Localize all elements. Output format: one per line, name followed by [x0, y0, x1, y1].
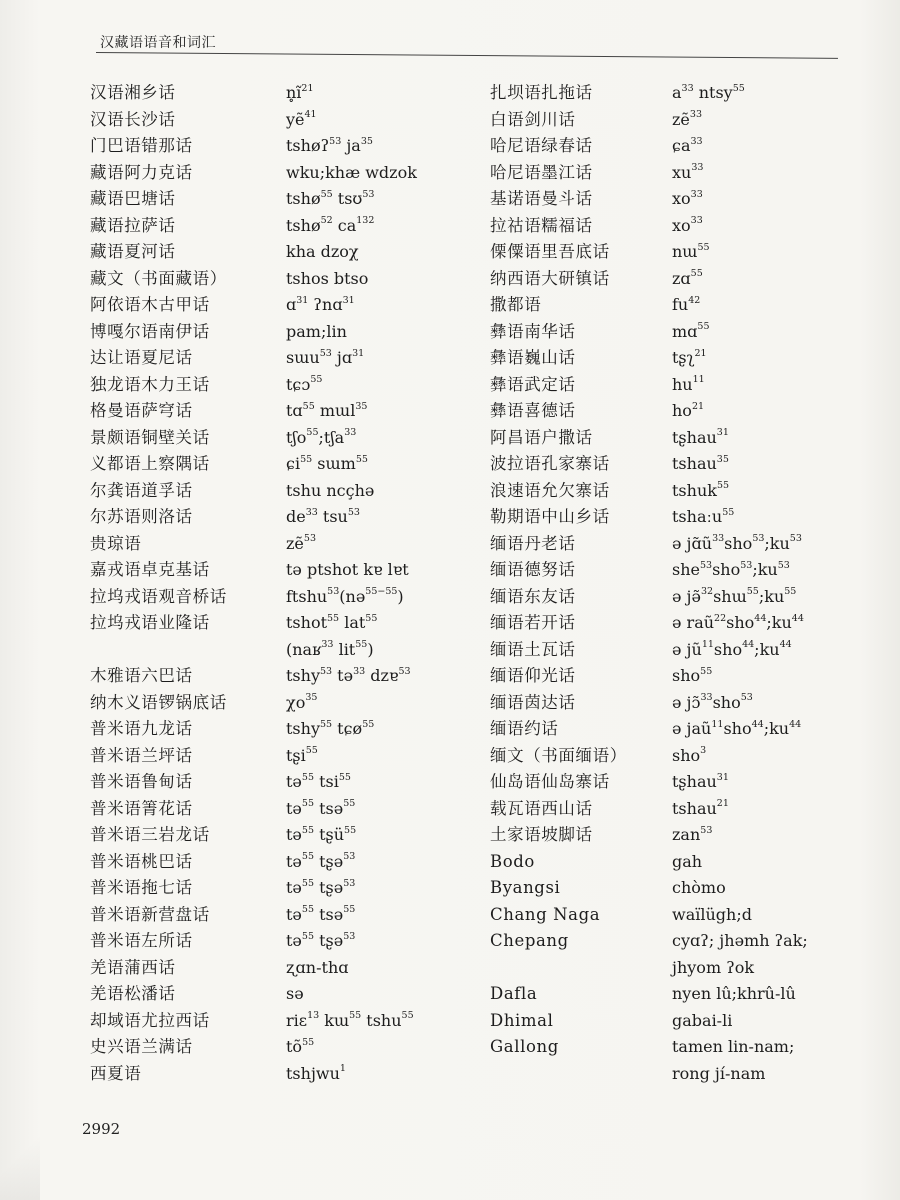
language-name: 拉祜语糯福话 — [490, 215, 593, 235]
word-form: tə$^{55}$ tsi$^{55}$ — [286, 771, 351, 791]
word-form: ftshu$^{53}$(nə$^{55-55}$) — [286, 586, 404, 606]
language-name: 汉语湘乡话 — [90, 83, 176, 102]
word-form: nɯ$^{55}$ — [672, 241, 710, 261]
word-form: ə jɔ̃$^{33}$sho$^{53}$ — [672, 692, 753, 712]
language-name: 普米语左所话 — [90, 931, 193, 950]
language-name: 浪速语允欠寨话 — [490, 480, 610, 500]
language-name: 藏文（书面藏语） — [90, 268, 227, 288]
entry-row — [90, 796, 470, 823]
word-form: tshy$^{53}$ tə$^{33}$ dzɐ$^{53}$ — [286, 665, 411, 685]
entry-row — [90, 663, 470, 690]
language-name: 普米语桃巴话 — [90, 851, 193, 871]
running-head: 汉藏语语音和词汇 — [100, 35, 216, 51]
word-form: $hu^{11}$ — [672, 374, 705, 394]
language-name: 缅语东友话 — [490, 586, 576, 606]
entry-row — [90, 319, 470, 346]
word-form: (naʁ$^{33}$ lit$^{55}$) — [286, 639, 374, 659]
entry-row — [490, 345, 870, 372]
language-name: 傈僳语里吾底话 — [490, 242, 610, 261]
language-name: 普米语箐花话 — [90, 798, 193, 818]
entry-row — [490, 557, 870, 584]
entry-row — [490, 80, 870, 107]
entry-row — [490, 769, 870, 796]
word-form: $de^{33}$ tsu$^{53}$ — [286, 506, 360, 526]
entry-row — [90, 160, 470, 187]
language-name: 仙岛语仙岛寨话 — [490, 772, 610, 791]
entry-row — [490, 531, 870, 558]
word-form: rong jí-nam — [672, 1063, 766, 1083]
word-form: tɑ$^{55}$ mɯl$^{35}$ — [286, 400, 368, 420]
language-name: Dafla — [490, 984, 538, 1003]
word-form: zẽ$^{33}$ — [672, 109, 702, 129]
entry-row — [490, 796, 870, 823]
word-form: ə $jə̃^{32}shɯ^{55};ku^{55}$ — [672, 586, 797, 606]
word-form: tʂi$^{55}$ — [286, 745, 318, 765]
language-name: Gallong — [490, 1037, 559, 1056]
language-name: 阿依语木古甲话 — [90, 295, 210, 314]
word-form: $xo^{33}$ — [672, 188, 703, 208]
language-name: 缅语茵达话 — [490, 692, 576, 712]
language-name: Byangsi — [490, 878, 561, 897]
word-form: tshot$^{55}$ lat$^{55}$ — [286, 612, 378, 632]
language-name: 普米语拖七话 — [90, 878, 193, 897]
entry-row — [490, 716, 870, 743]
language-name: 缅语约话 — [490, 719, 559, 738]
language-name: 格曼语萨穹话 — [90, 401, 193, 420]
language-name: 纳木义语锣锅底话 — [90, 692, 227, 712]
language-name: 藏语拉萨话 — [90, 215, 176, 235]
language-name: 彝语喜德话 — [490, 401, 576, 420]
word-form: sɯu$^{53}$ jɑ$^{31}$ — [286, 347, 365, 367]
entry-row — [90, 1008, 470, 1035]
word-form: ɕi$^{55}$ sɯm$^{55}$ — [286, 453, 368, 473]
word-form: $xu^{33}$ — [672, 162, 704, 182]
language-name: 阿昌语户撒话 — [490, 427, 593, 447]
entry-row — [490, 398, 870, 425]
entry-row — [90, 266, 470, 293]
word-form: yẽ$^{41}$ — [286, 109, 317, 129]
language-name: 普米语鲁甸话 — [90, 772, 193, 791]
language-name: 普米语新营盘话 — [90, 904, 210, 924]
word-form: $n̥ĩ^{21}$ — [286, 82, 314, 102]
word-form: sə — [286, 984, 304, 1003]
entry-row — [90, 1061, 470, 1088]
word-form: tshø$^{55}$ tsʊ$^{53}$ — [286, 188, 375, 208]
entry-row — [490, 637, 870, 664]
language-name: 基诺语曼斗话 — [490, 189, 593, 208]
entry-row — [490, 266, 870, 293]
word-form: $\chi o^{35}$ — [286, 692, 318, 712]
word-form: tə$^{55}$ tsə$^{55}$ — [286, 798, 356, 818]
entry-row — [90, 716, 470, 743]
word-form: tə ptshot kɐ lɐt — [286, 560, 409, 579]
word-form: pam;lin — [286, 321, 347, 341]
entry-row — [90, 239, 470, 266]
language-name: 扎坝语扎拖话 — [490, 83, 593, 102]
language-name: 普米语三岩龙话 — [90, 825, 210, 844]
word-form: mɑ$^{55}$ — [672, 321, 710, 341]
language-name: 博嘎尔语南伊话 — [90, 321, 210, 341]
language-name: 嘉戎语卓克基话 — [90, 560, 210, 579]
language-name: 藏语夏河话 — [90, 242, 176, 261]
entry-row — [90, 425, 470, 452]
word-form: tə$^{55}$ tʂə$^{53}$ — [286, 851, 356, 871]
entry-row — [490, 319, 870, 346]
entry-row — [490, 107, 870, 134]
language-name: Chepang — [490, 931, 569, 950]
entry-row — [90, 213, 470, 240]
word-form: tʂʅ$^{21}$ — [672, 347, 707, 367]
entry-row — [90, 478, 470, 505]
word-form: kha dzoχ — [286, 242, 359, 261]
word-form: $she^{53}sho^{53};ku^{53}$ — [672, 559, 790, 579]
entry-row — [90, 107, 470, 134]
entry-row — [90, 531, 470, 558]
entry-row — [490, 504, 870, 531]
word-form: tə$^{55}$ tʂə$^{53}$ — [286, 877, 356, 897]
entry-row — [90, 769, 470, 796]
entry-row — [90, 981, 470, 1008]
language-name: 贵琼语 — [90, 533, 142, 553]
language-name: 普米语兰坪话 — [90, 745, 193, 765]
language-name: 纳西语大研镇话 — [490, 268, 610, 288]
entry-row — [90, 398, 470, 425]
entry-row — [490, 849, 870, 876]
word-form: wku;khæ wdzok — [286, 162, 417, 182]
entry-row — [90, 955, 470, 982]
word-form: tshuk$^{55}$ — [672, 480, 730, 500]
word-form: gah — [672, 851, 703, 871]
language-name: 景颇语铜壁关话 — [90, 427, 210, 447]
entry-row — [490, 133, 870, 160]
language-name: 哈尼语绿春话 — [490, 136, 593, 155]
entry-row — [490, 1034, 870, 1061]
entry-row — [490, 875, 870, 902]
word-form: tə$^{55}$ tʂü$^{55}$ — [286, 824, 357, 844]
entry-row — [90, 690, 470, 717]
entry-row — [90, 80, 470, 107]
right-column — [490, 80, 870, 1087]
word-form: tshø$^{52}$ $ca^{132}$ — [286, 215, 375, 235]
entry-row — [490, 743, 870, 770]
word-form: ə $jũ^{11}sho^{44};ku^{44}$ — [672, 639, 792, 659]
word-form: tshy$^{55}$ tɕø$^{55}$ — [286, 718, 375, 738]
word-form: tʂhau$^{31}$ — [672, 771, 729, 791]
entry-row — [490, 478, 870, 505]
language-name: Chang Naga — [490, 904, 601, 924]
word-form: riɛ$^{13}$ kɯ$^{55}$ tshu$^{55}$ — [286, 1010, 414, 1030]
language-name: 缅文（书面缅语） — [490, 745, 627, 765]
word-form: tshu ncçhə — [286, 480, 375, 500]
language-name: 彝语武定话 — [490, 374, 576, 394]
word-form: tshjwu$^1$ — [286, 1063, 346, 1083]
entry-row — [490, 663, 870, 690]
entry-row — [490, 981, 870, 1008]
entry-row — [90, 637, 470, 664]
language-name: 撒都语 — [490, 295, 542, 314]
word-form: ə $jɑ̃ũ^{33}sho^{53};ku^{53}$ — [672, 533, 802, 553]
entry-row — [90, 610, 470, 637]
entry-row — [490, 822, 870, 849]
word-form: tshaːu$^{55}$ — [672, 506, 735, 526]
language-name: 波拉语孔家寨话 — [490, 454, 610, 473]
language-name: 白语剑川话 — [490, 109, 576, 129]
entry-row — [490, 186, 870, 213]
entry-row — [490, 213, 870, 240]
word-form: zɑ$^{55}$ — [672, 268, 703, 288]
word-form: nyen lû;khrû-lû — [672, 984, 796, 1003]
word-form: zan$^{53}$ — [672, 824, 713, 844]
word-form: tshos btso — [286, 268, 369, 288]
language-name: 独龙语木力王话 — [90, 374, 210, 394]
word-form: chòmo — [672, 878, 726, 897]
entry-row — [90, 902, 470, 929]
language-name: 藏语巴塘话 — [90, 189, 176, 208]
word-form: jhyom ʔok — [672, 957, 755, 977]
word-form: sho$^3$ — [672, 745, 707, 765]
entry-row — [490, 160, 870, 187]
entry-row — [90, 1034, 470, 1061]
language-name: 义都语上察隅话 — [90, 454, 210, 473]
entry-row — [490, 425, 870, 452]
word-form: $tõ^{55}$ — [286, 1036, 315, 1056]
word-form: $ho^{21}$ — [672, 400, 705, 420]
word-form: ɕa$^{33}$ — [672, 135, 703, 155]
language-name: 史兴语兰满话 — [90, 1037, 193, 1056]
entry-row — [90, 504, 470, 531]
entry-row — [490, 902, 870, 929]
language-name: 达让语夏尼话 — [90, 348, 193, 367]
entry-row — [490, 372, 870, 399]
word-form: tshøʔ$^{53}$ $ja^{35}$ — [286, 135, 373, 155]
language-name: 缅语仰光话 — [490, 666, 576, 685]
entry-row — [490, 690, 870, 717]
entry-row — [90, 345, 470, 372]
entry-row — [90, 743, 470, 770]
word-form: waïlügh;d — [672, 904, 752, 924]
entry-row — [90, 451, 470, 478]
language-name: 缅语若开话 — [490, 613, 576, 632]
language-name: 藏语阿力克话 — [90, 162, 193, 182]
word-form: ə $jaũ^{11}sho^{44};ku^{44}$ — [672, 718, 802, 738]
word-form: tshau$^{21}$ — [672, 798, 729, 818]
word-form: tə$^{55}$ tʂə$^{53}$ — [286, 930, 356, 950]
word-form: $xo^{33}$ — [672, 215, 703, 235]
entry-row — [90, 822, 470, 849]
word-form: gabai-li — [672, 1010, 733, 1030]
language-name: 缅语土瓦话 — [490, 639, 576, 659]
language-name: 拉坞戎语业隆话 — [90, 613, 210, 632]
language-name: 尔苏语则洛话 — [90, 507, 193, 526]
word-form: tɕɔ$^{55}$ — [286, 374, 323, 394]
language-name: 尔龚语道孚话 — [90, 480, 193, 500]
language-name: Bodo — [490, 851, 535, 871]
word-form: ə $raũ^{22}sho^{44};ku^{44}$ — [672, 612, 804, 632]
language-name: 普米语九龙话 — [90, 719, 193, 738]
entry-row — [490, 239, 870, 266]
language-name: 彝语南华话 — [490, 321, 576, 341]
entry-row — [90, 186, 470, 213]
entry-row — [490, 610, 870, 637]
language-name: 羌语松潘话 — [90, 984, 176, 1003]
word-form: tə$^{55}$ tsə$^{55}$ — [286, 904, 356, 924]
word-form: tʂhau$^{31}$ — [672, 427, 729, 447]
word-form: zẽ$^{53}$ — [286, 533, 316, 553]
language-name: 土家语坡脚话 — [490, 825, 593, 844]
word-form: ʐɑn-thɑ — [286, 957, 349, 977]
entry-row — [90, 133, 470, 160]
entry-row — [490, 584, 870, 611]
language-name: 羌语蒲西话 — [90, 957, 176, 977]
entry-row — [490, 928, 870, 955]
entry-row — [90, 875, 470, 902]
language-name: 西夏语 — [90, 1063, 142, 1083]
language-name: 拉坞戎语观音桥话 — [90, 586, 227, 606]
page-number: 2992 — [82, 1120, 121, 1138]
word-form: tshau$^{35}$ — [672, 453, 729, 473]
entry-row — [90, 557, 470, 584]
language-name: 勒期语中山乡话 — [490, 507, 610, 526]
language-name: 载瓦语西山话 — [490, 798, 593, 818]
header-rule — [96, 52, 838, 59]
language-name: 哈尼语墨江话 — [490, 162, 593, 182]
entry-row — [90, 292, 470, 319]
entry-row — [490, 955, 870, 982]
word-form: cyɑʔ; jhəmh ʔak; — [672, 931, 808, 950]
entry-row — [490, 1008, 870, 1035]
word-form: sho$^{55}$ — [672, 665, 713, 685]
entry-row — [490, 1061, 870, 1088]
word-form: tamen lin-nam; — [672, 1037, 795, 1056]
entry-row — [490, 451, 870, 478]
entry-row — [90, 584, 470, 611]
language-name: 却域语尤拉西话 — [90, 1010, 210, 1030]
word-form: tʃo$^{55}$;tʃa$^{33}$ — [286, 427, 357, 447]
word-form: $fu^{42}$ — [672, 294, 701, 314]
entry-row — [90, 928, 470, 955]
language-name: 彝语巍山话 — [490, 348, 576, 367]
word-form: $a^{33}$ ntsy$^{55}$ — [672, 82, 745, 102]
language-name: Dhimal — [490, 1010, 554, 1030]
language-name: 汉语长沙话 — [90, 109, 176, 129]
entry-row — [90, 849, 470, 876]
language-name: 木雅语六巴话 — [90, 666, 193, 685]
left-column — [90, 80, 470, 1087]
entry-row — [490, 292, 870, 319]
language-name: 门巴语错那话 — [90, 136, 193, 155]
language-name: 缅语德努话 — [490, 560, 576, 579]
word-form: ɑ$^{31}$ ʔnɑ$^{31}$ — [286, 294, 355, 314]
entry-row — [90, 372, 470, 399]
language-name: 缅语丹老话 — [490, 533, 576, 553]
page-shadow — [0, 1130, 40, 1200]
